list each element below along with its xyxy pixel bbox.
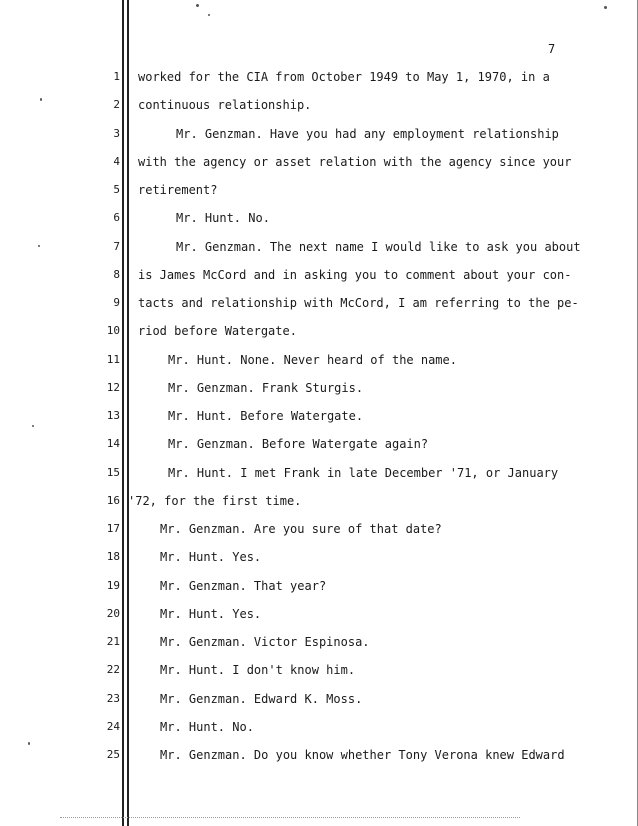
transcript-line <box>0 91 638 119</box>
transcript-line <box>0 402 638 430</box>
transcript-line <box>0 656 638 684</box>
scan-speck <box>208 14 210 16</box>
page-number: 7 <box>548 42 556 56</box>
line-number: 3 <box>113 127 120 140</box>
line-number: 6 <box>113 211 120 224</box>
line-text: worked for the CIA from October 1949 to May 1, 1970, in a <box>138 70 550 84</box>
transcript-line <box>0 176 638 204</box>
transcript-line <box>0 685 638 713</box>
line-text: Mr. Genzman. Before Watergate again? <box>168 437 429 451</box>
line-number: 21 <box>106 635 120 648</box>
line-text: Mr. Genzman. That year? <box>160 579 327 593</box>
transcript-line <box>0 713 638 741</box>
line-text: Mr. Genzman. The next name I would like to ask you about <box>176 240 581 254</box>
line-text: Mr. Genzman. Do you know whether Tony Verona knew Edward <box>160 748 565 762</box>
line-text: riod before Watergate. <box>138 324 297 338</box>
line-text: Mr. Hunt. None. Never heard of the name. <box>168 353 457 367</box>
line-text: Mr. Genzman. Frank Sturgis. <box>168 381 364 395</box>
line-number: 15 <box>106 466 120 479</box>
transcript-line <box>0 204 638 232</box>
line-text: Mr. Hunt. I met Frank in late December '71, or January <box>168 466 559 480</box>
line-text: retirement? <box>138 183 218 197</box>
transcript-line <box>0 459 638 487</box>
line-number: 1 <box>113 70 120 83</box>
scan-speck <box>40 98 42 101</box>
line-text: '72, for the first time. <box>128 494 302 508</box>
scan-speck <box>196 4 199 7</box>
line-number: 4 <box>113 155 120 168</box>
line-number: 24 <box>106 720 120 733</box>
line-text: with the agency or asset relation with the agency since your <box>138 155 572 169</box>
transcript-line <box>0 430 638 458</box>
scan-speck <box>28 742 30 745</box>
line-text: Mr. Genzman. Victor Espinosa. <box>160 635 370 649</box>
line-number: 12 <box>106 381 120 394</box>
transcript-line <box>0 741 638 769</box>
transcript-line <box>0 63 638 91</box>
transcript-line <box>0 628 638 656</box>
line-text: continuous relationship. <box>138 98 312 112</box>
line-number: 14 <box>106 437 120 450</box>
transcript-line <box>0 233 638 261</box>
transcript-line <box>0 148 638 176</box>
line-number: 7 <box>113 240 120 253</box>
line-number: 2 <box>113 98 120 111</box>
transcript-line <box>0 543 638 571</box>
transcript-line <box>0 374 638 402</box>
line-number: 23 <box>106 692 120 705</box>
line-text: Mr. Hunt. I don't know him. <box>160 663 356 677</box>
line-number: 20 <box>106 607 120 620</box>
line-text: Mr. Hunt. Yes. <box>160 607 262 621</box>
line-text: Mr. Genzman. Have you had any employment relationship <box>176 127 559 141</box>
line-text: Mr. Hunt. Before Watergate. <box>168 409 364 423</box>
scan-speck <box>38 245 40 247</box>
line-number: 25 <box>106 748 120 761</box>
line-number: 9 <box>113 296 120 309</box>
line-text: Mr. Hunt. No. <box>160 720 254 734</box>
line-number: 19 <box>106 579 120 592</box>
transcript-line <box>0 572 638 600</box>
transcript-line <box>0 346 638 374</box>
line-text: is James McCord and in asking you to comment about your con- <box>138 268 572 282</box>
line-text: Mr. Genzman. Edward K. Moss. <box>160 692 363 706</box>
line-text: Mr. Genzman. Are you sure of that date? <box>160 522 442 536</box>
line-number: 11 <box>106 353 120 366</box>
line-text: Mr. Hunt. Yes. <box>160 550 262 564</box>
line-number: 17 <box>106 522 120 535</box>
line-number: 5 <box>113 183 120 196</box>
line-number: 8 <box>113 268 120 281</box>
transcript-line <box>0 120 638 148</box>
line-text: tacts and relationship with McCord, I am referring to the pe- <box>138 296 579 310</box>
transcript-line <box>0 317 638 345</box>
line-text: Mr. Hunt. No. <box>176 211 270 225</box>
line-number: 18 <box>106 550 120 563</box>
bottom-scan-dots <box>60 817 520 820</box>
transcript-line <box>0 487 638 515</box>
line-number: 16 <box>106 494 120 507</box>
line-number: 10 <box>106 324 120 337</box>
transcript-line <box>0 261 638 289</box>
scan-speck <box>604 6 607 9</box>
scan-speck <box>32 425 34 427</box>
transcript-line <box>0 515 638 543</box>
line-number: 22 <box>106 663 120 676</box>
transcript-line <box>0 289 638 317</box>
line-number: 13 <box>106 409 120 422</box>
transcript-line <box>0 600 638 628</box>
